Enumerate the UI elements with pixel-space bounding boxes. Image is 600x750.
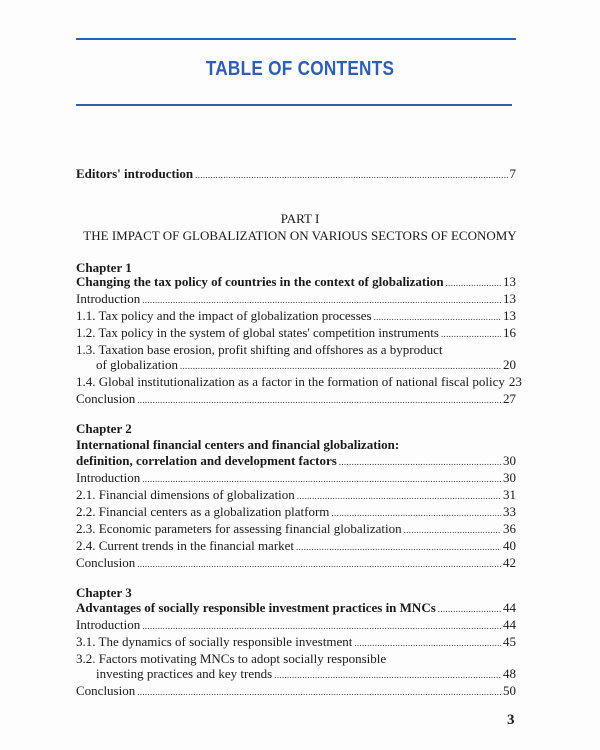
toc-chapter-title[interactable] [76,599,516,617]
entry-label: 1.2. Tax policy in the system of global states' competition instruments [76,325,439,340]
toc-entry[interactable] [76,537,516,555]
toc-entry[interactable] [76,324,516,342]
entry-page: 20 [503,357,516,372]
entry-label: Introduction [76,470,141,485]
entry-page: 7 [509,166,516,181]
toc-entry[interactable] [76,290,516,308]
toc-entry[interactable] [76,486,516,504]
entry-label-continued: of globalization [96,357,178,372]
entry-label: Conclusion [76,683,136,698]
entry-page: 13 [503,274,516,289]
dot-leader [137,391,501,409]
chapter-title-continued: definition, correlation and development factors [76,453,337,468]
entry-label: 1.1. Tax policy and the impact of globalization processes [76,308,372,323]
chapter-label: Chapter 3 [76,585,132,600]
toc-entry[interactable] [76,616,516,634]
dot-leader [137,683,501,701]
entry-page: 30 [503,453,516,468]
part-number: PART I [280,211,320,226]
entry-page: 27 [503,391,516,406]
entry-page: 30 [503,470,516,485]
bottom-rule [76,104,512,106]
top-rule [76,38,516,40]
entry-page: 42 [503,555,516,570]
toc-entry[interactable] [76,633,516,651]
entry-label: Editors' introduction [76,166,194,181]
toc-chapter-title[interactable] [76,273,516,291]
entry-label: 2.3. Economic parameters for assessing financial globalization [76,521,402,536]
toc-entry[interactable] [76,373,522,391]
page-title: TABLE OF CONTENTS [205,58,395,80]
entry-label: Introduction [76,291,141,306]
entry-page: 36 [503,521,516,536]
chapter-label: Chapter 1 [76,260,132,275]
entry-label: Introduction [76,617,141,632]
toc-entry[interactable] [76,554,516,572]
entry-label: 2.4. Current trends in the financial market [76,538,295,553]
entry-page: 44 [503,600,516,615]
toc-chapter-title[interactable] [76,452,516,470]
entry-page: 13 [503,291,516,306]
entry-page: 16 [503,325,516,340]
toc-entry[interactable] [76,520,516,538]
toc-entry[interactable] [76,503,516,521]
entry-page: 48 [503,666,516,681]
chapter-label: Chapter 2 [76,421,132,436]
entry-page: 23 [508,374,522,389]
entry-label-continued: investing practices and key trends [96,666,273,681]
toc-entry[interactable] [76,469,516,487]
entry-page: 50 [503,683,516,698]
toc-entry-editors-introduction[interactable] [76,165,516,183]
entry-page: 13 [503,308,516,323]
entry-label: 3.1. The dynamics of socially responsible investment [76,634,353,649]
dot-leader [441,325,501,343]
dot-leader [137,555,501,573]
chapter-title: International financial centers and financial globalization: [76,437,400,452]
entry-page: 31 [503,487,516,502]
entry-label: 2.2. Financial centers as a globalization platform [76,504,330,519]
entry-label: Conclusion [76,391,136,406]
entry-label: Conclusion [76,555,136,570]
page-number: 3 [507,712,515,728]
toc-entry[interactable] [76,307,516,325]
entry-page: 33 [503,504,516,519]
part-title: THE IMPACT OF GLOBALIZATION ON VARIOUS SECTORS OF ECONOMY [83,228,517,243]
toc-entry[interactable] [76,390,516,408]
entry-page: 44 [503,617,516,632]
toc-entry[interactable] [96,665,516,683]
entry-label: 3.2. Factors motivating MNCs to adopt socially responsible [76,651,387,666]
entry-label: 1.3. Taxation base erosion, profit shifting and offshores as a byproduct [76,342,443,357]
dot-leader [195,166,507,184]
entry-label: 2.1. Financial dimensions of globalization [76,487,295,502]
toc-entry[interactable] [76,682,516,700]
entry-page: 40 [503,538,516,553]
entry-page: 45 [503,634,516,649]
chapter-title: Advantages of socially responsible investment practices in MNCs [76,600,436,615]
chapter-title: Changing the tax policy of countries in the context of globalization [76,274,444,289]
entry-label: 1.4. Global institutionalization as a factor in the formation of national fiscal policy [76,374,505,389]
toc-entry[interactable] [96,356,516,374]
